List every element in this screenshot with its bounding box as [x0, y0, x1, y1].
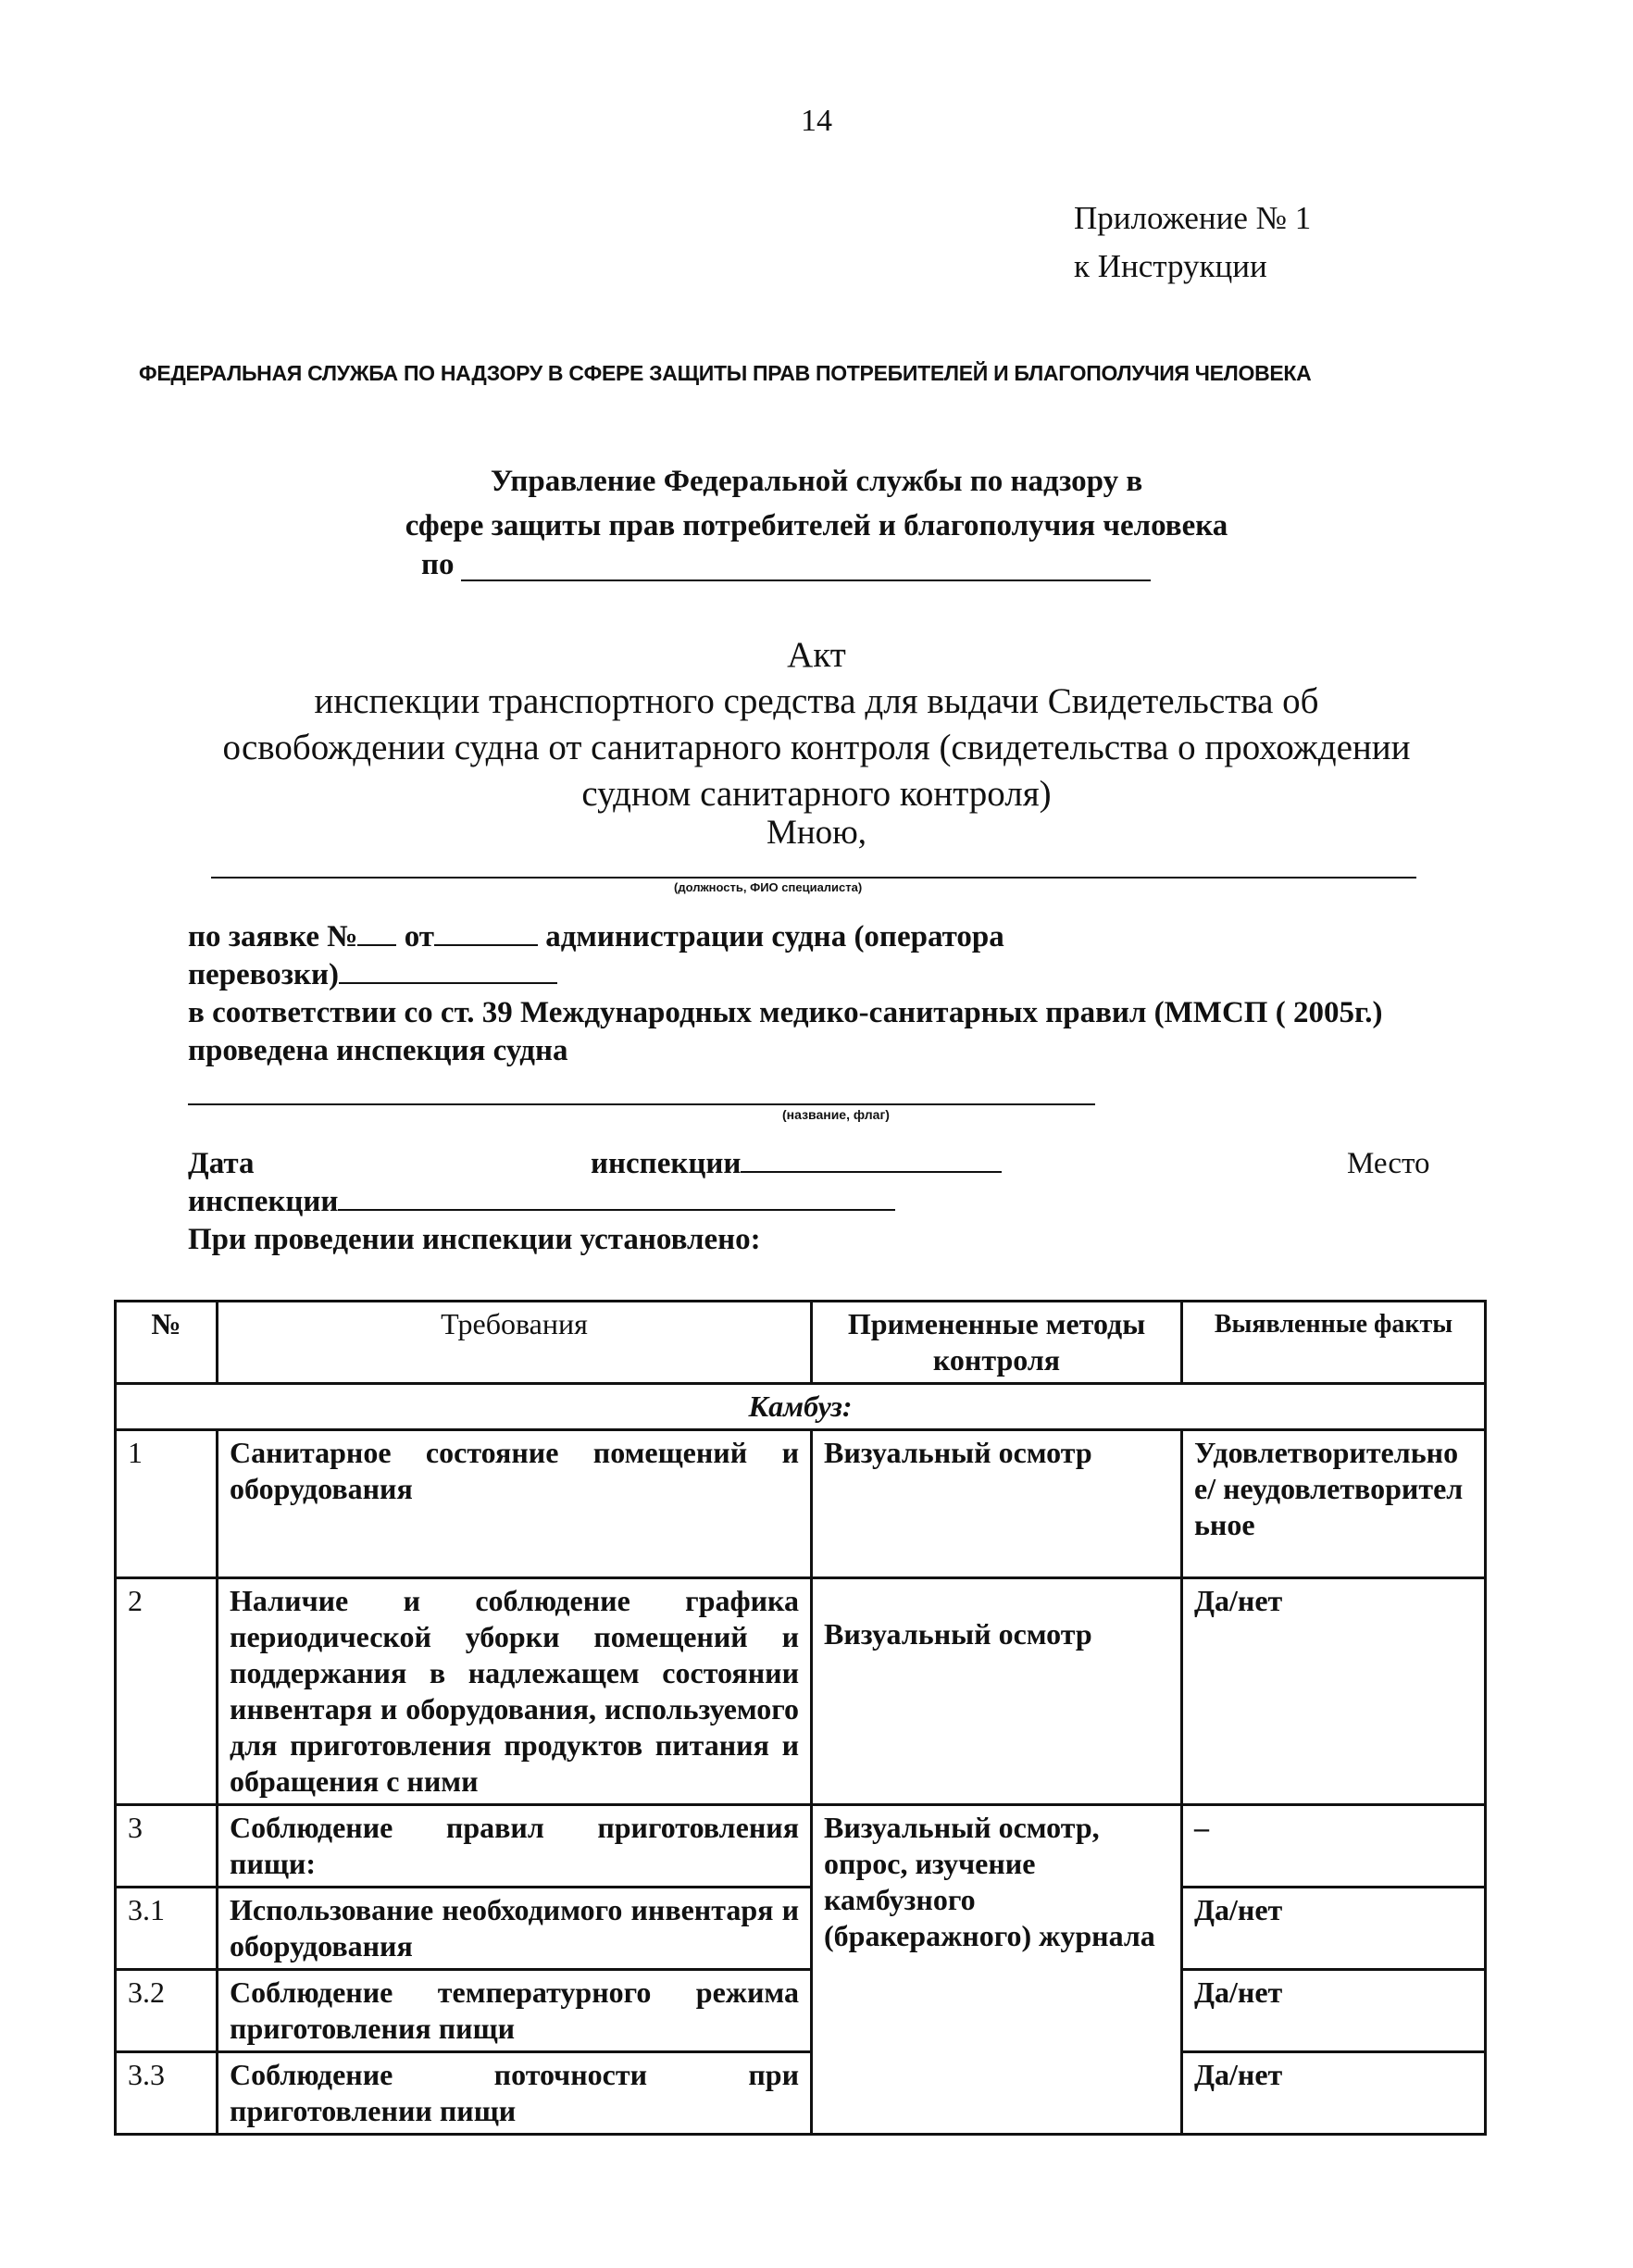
row-requirement: Санитарное состояние помещений и оборудования: [218, 1430, 812, 1578]
row-fact: Да/нет: [1182, 1970, 1486, 2052]
row-method: Визуальный осмотр, опрос, изучение камбузного (бракеражного) журнала: [812, 1805, 1182, 2135]
row-requirement: Соблюдение температурного режима приготовления пищи: [218, 1970, 812, 2052]
row-number: 2: [116, 1578, 218, 1805]
requirements-table: [114, 1300, 1487, 2136]
header-number: №: [116, 1302, 218, 1384]
by-me-text: Мною,: [766, 814, 867, 852]
specialist-blank-line: [211, 877, 1416, 879]
table-row: [116, 1805, 1486, 1888]
row-number: 1: [116, 1430, 218, 1578]
department-line-1: Управление Федеральной службы по надзору в: [490, 465, 1143, 498]
row-fact: –: [1182, 1805, 1486, 1888]
carrier-blank: [339, 956, 557, 984]
table-row: [116, 1578, 1486, 1805]
appendix-line-1: Приложение № 1: [1074, 200, 1312, 236]
specialist-caption: (должность, ФИО специалиста): [674, 880, 863, 894]
row-fact: Да/нет: [1182, 1888, 1486, 1970]
place-label: Место: [1347, 1147, 1430, 1180]
row-fact: Да/нет: [1182, 1578, 1486, 1805]
date-label: Дата: [188, 1147, 255, 1180]
department-heading: [0, 459, 1633, 548]
row-requirement: Соблюдение поточности при приготовлении пищи: [218, 2052, 812, 2135]
ship-blank-line: [188, 1103, 1095, 1105]
table-row: [116, 1970, 1486, 2052]
date-inspection-line: [591, 1145, 1002, 1183]
page-number: 14: [801, 104, 832, 138]
request-from-label: от: [404, 920, 434, 953]
request-line: [188, 918, 1004, 956]
appendix-reference: [1074, 194, 1311, 291]
carrier-text: перевозки): [188, 958, 340, 991]
header-facts: Выявленные факты: [1182, 1302, 1486, 1384]
table-row: [116, 1888, 1486, 1970]
request-admin-text: администрации судна (оператора: [545, 920, 1004, 953]
section-row: [116, 1384, 1486, 1430]
table-row: [116, 2052, 1486, 2135]
row-number: 3.1: [116, 1888, 218, 1970]
row-number: 3: [116, 1805, 218, 1888]
header-methods: Примененные методы контроля: [812, 1302, 1182, 1384]
request-number-label: по заявке №: [188, 920, 358, 953]
appendix-line-2: к Инструкции: [1074, 248, 1267, 284]
act-title-word: Акт: [787, 635, 846, 675]
section-galley: Камбуз:: [116, 1384, 1486, 1430]
department-line-3: по: [421, 548, 455, 581]
header-requirements: Требования: [218, 1302, 812, 1384]
place-inspection-label: инспекции: [188, 1185, 339, 1218]
table-header-row: [116, 1302, 1486, 1384]
established-text: При проведении инспекции установлено:: [188, 1223, 761, 1256]
row-fact: Да/нет: [1182, 2052, 1486, 2135]
row-method: Визуальный осмотр: [812, 1430, 1182, 1578]
row-requirement: Наличие и соблюдение графика периодической уборки помещений и поддержания в надлежащем состоянии инвентаря и оборудования, используемого для приготовления продуктов питания и обращения с ними: [218, 1578, 812, 1805]
place-blank: [338, 1183, 895, 1211]
date-inspection-label: инспекции: [591, 1147, 742, 1180]
agency-name: ФЕДЕРАЛЬНАЯ СЛУЖБА ПО НАДЗОРУ В СФЕРЕ ЗАЩИТЫ ПРАВ ПОТРЕБИТЕЛЕЙ И БЛАГОПОЛУЧИЯ ЧЕЛОВЕКА: [139, 361, 1312, 385]
department-blank-line: [461, 579, 1151, 581]
request-number-blank: [357, 918, 396, 946]
inspected-text: проведена инспекция судна: [188, 1034, 568, 1067]
act-title-line-1: инспекции транспортного средства для выдачи Свидетельства об: [314, 681, 1319, 721]
date-blank: [741, 1145, 1002, 1173]
ship-caption: (название, флаг): [782, 1107, 890, 1122]
request-date-blank: [434, 918, 538, 946]
row-number: 3.2: [116, 1970, 218, 2052]
department-line-2: сфере защиты прав потребителей и благополучия человека: [405, 509, 1228, 542]
act-title-line-2: освобождении судна от санитарного контроля (свидетельства о прохождении: [222, 728, 1411, 767]
row-requirement: Соблюдение правил приготовления пищи:: [218, 1805, 812, 1888]
accordance-text: в соответствии со ст. 39 Международных медико-санитарных правил (ММСП ( 2005г.): [188, 996, 1383, 1029]
row-method: Визуальный осмотр: [812, 1578, 1182, 1805]
row-fact: Удовлетворительное/ неудовлетворительное: [1182, 1430, 1486, 1578]
row-number: 3.3: [116, 2052, 218, 2135]
act-title: [0, 632, 1633, 817]
act-title-line-3: судном санитарного контроля): [581, 774, 1052, 814]
row-requirement: Использование необходимого инвентаря и оборудования: [218, 1888, 812, 1970]
table-row: [116, 1430, 1486, 1578]
place-inspection-line: [188, 1183, 895, 1221]
carrier-line: [188, 956, 557, 994]
